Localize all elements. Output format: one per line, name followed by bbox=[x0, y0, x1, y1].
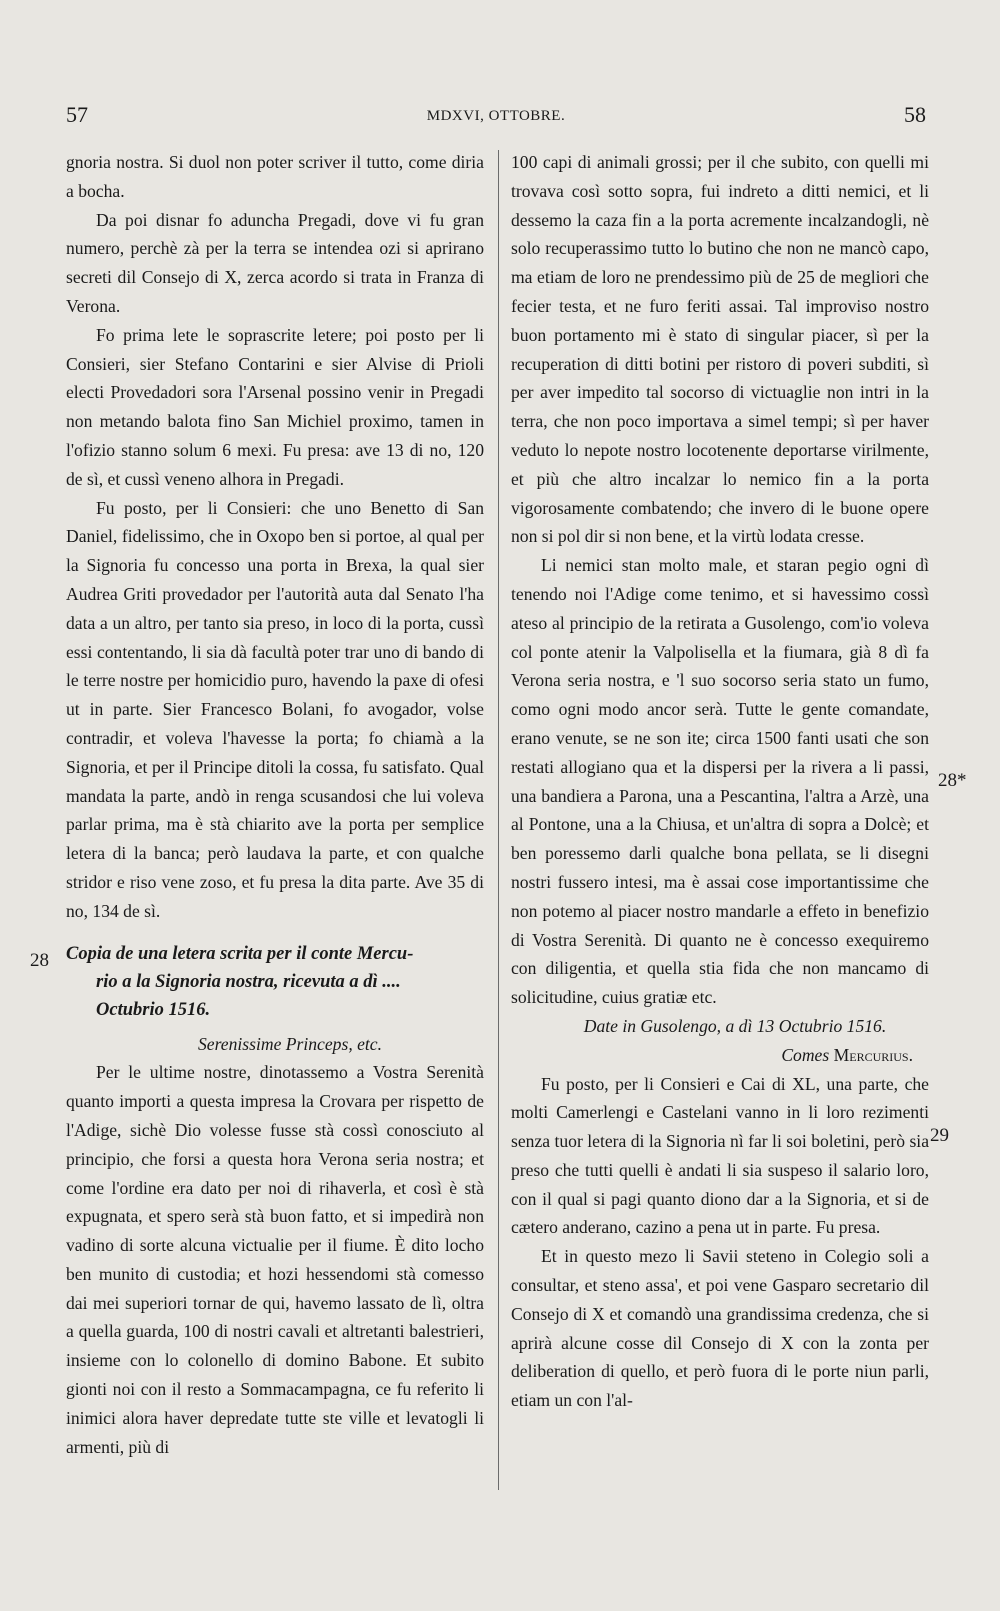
paragraph: Li nemici stan molto male, et staran pegio ogni dì tenendo noi l'Adige come tenimo, et si havessimo cossì ateso al principio de la retirata a Gusolengo, com'io voleva col ponte atenir la Valpolisella et la fiumara, già 8 dì fa Verona seria nostra, e 'l suo socorso seria stato un fumo, como ogni modo ancor serà. Tutte le gente comandate, erano venute, se ne son ite; circa 1500 fanti usati che son restati allogiano qua et la dispersi per la rivera a li passi, una bandiera a Parona, una a Pescantina, l'altra a Arzè, una al Pontone, una a la Chiusa, et un'altra di sopra a Dolcè; et ben poressemo darli qualche bona pellata, se li disegni nostri fussero intesi, ma è assai cose importantissime che non potemo al piacer nostro mandarle a effeto in benefizio di Vostra Serenità. Di quanto ne è concesso exequiremo con diligentia, et quella stia fida che non mancamo di solicitudine, cuius gratiæ etc. bbox=[511, 555, 929, 1008]
signature-name: Mercurius. bbox=[833, 1044, 913, 1065]
right-column bbox=[511, 148, 929, 1415]
signature-title: Comes bbox=[781, 1044, 834, 1065]
heading-line: rio a la Signoria nostra, ricevuta a dì .... bbox=[96, 971, 401, 992]
left-page-number: 57 bbox=[66, 102, 88, 127]
heading-line: Copia de una letera scrita per il conte Mercu- bbox=[66, 943, 414, 964]
paragraph: Da poi disnar fo aduncha Pregadi, dove vi fu gran numero, perchè zà per la terra se intendea ozi si aprirano secreti dil Consejo di X, zerca acordo si trata in Franza di Verona. bbox=[66, 209, 484, 316]
right-page-number: 58 bbox=[904, 102, 926, 127]
left-column bbox=[66, 148, 484, 1461]
paragraph: Per le ultime nostre, dinotassemo a Vostra Serenità quanto importi a questa impresa la Crovara per rispetto de l'Adige, sichè Dio volesse fusse stà cossì conosciuto al principio, che forsi a questa hora Verona seria nostra; et come l'ordine era dato per noi di rihaverla, et così è stà expugnata, et spero serà stà buon fatto, et si impedirà non vadino di sorte alcuna victualie per il fiume. È dito locho ben munito di custodia; et hozi hessendomi stà comesso dai mei superiori tornar de qui, havemo lassato de lì, oltra a quella guarda, 100 di nostri cavali et altretanti balestrieri, insieme con lo colonello di domino Babone. Et subito gionti noi con il resto a Sommacampagna, ce fu referito li inimici alora haver depredate tutte ste ville et levatogli li armenti, più di bbox=[66, 1062, 484, 1457]
paragraph: Fo prima lete le soprascrite letere; poi posto per li Consieri, sier Stefano Contarini e sier Alvise di Prioli electi Provedadori sora l'Arsenal possino venir in Pregadi non metando balota fino San Michiel proximo, tamen in l'ofizio stanno solum 6 mexi. Fu presa: ave 13 di no, 120 de sì, et cussì veneno alhora in Pregadi. bbox=[66, 324, 484, 489]
letter-heading bbox=[66, 940, 484, 1024]
paragraph: gnoria nostra. Si duol non poter scriver il tutto, come diria a bocha. bbox=[66, 152, 484, 201]
letter-date: Date in Gusolengo, a dì 13 Octubrio 1516. bbox=[583, 1015, 887, 1036]
margin-number: 29 bbox=[930, 1125, 949, 1146]
column-divider bbox=[498, 150, 499, 1490]
margin-number: 28 bbox=[30, 950, 49, 971]
paragraph: Fu posto, per li Consieri e Cai di XL, una parte, che molti Camerlengi e Castelani vanno in li loro rezimenti senza tuor letera di la Signoria nì far li soi boletini, però sia preso che tutti quelli è andati li sia suspeso il salario loro, con il qual si pagi quanto diono dar a la Signoria, et si de cætero anderano, cazino a pena ut in parte. Fu presa. bbox=[511, 1073, 929, 1238]
page-header bbox=[66, 102, 926, 132]
paragraph: Et in questo mezo li Savii steteno in Colegio soli a consultar, et steno assa', et poi vene Gasparo secretario dil Consejo di X et comandò una grandissima credenza, che si aprirà alcune cosse dil Consejo di X con la zonta per deliberation di quello, et però fuora di le porte niun parli, etiam un con l'al- bbox=[511, 1246, 929, 1411]
running-title: MDXVI, OTTOBRE. bbox=[426, 108, 566, 124]
margin-number: 28* bbox=[938, 770, 967, 791]
letter-signature bbox=[511, 1041, 929, 1070]
heading-line: Octubrio 1516. bbox=[96, 999, 211, 1020]
paragraph: Fu posto, per li Consieri: che uno Benetto di San Daniel, fidelissimo, che in Oxopo ben si portoe, al qual per la Signoria fu concesso una porta in Brexa, la qual sier Audrea Griti provedador per l'autorità auta dal Senato l'ha data a un altro, per tanto sia preso, in loco di la porta, cussì essi contentando, li sia dà facultà poter trar uno di bando di le terre nostre per homicidio puro, havendo la paxe di ofesi ut in parte. Sier Francesco Bolani, fo avogador, volse contradir, et voleva l'havesse la porta; fo chiamà a la Signoria, et per il Principe ditoli la cossa, fu satisfato. Qual mandata la parte, andò in renga scusandosi che lui voleva parlar prima, ma è stà chiarito ave la porta per semplice letera di la banca; però laudava la parte, et con qualche stridor e riso vene zoso, et fu presa la dita parte. Ave 35 di no, 134 de sì. bbox=[66, 497, 484, 921]
paragraph: 100 capi di animali grossi; per il che subito, con quelli mi trovava così sotto sopra, fui indreto a ditti nemici, et li dessemo la caza fin a la porta acremente incalzandogli, nè solo recuperassimo tutto lo butino che non ne mancò capo, ma etiam de loro ne prendessimo più de 25 de megliori che fecier testa, et ne furo feriti assai. Tal improviso nostro buon portamento mi è stato di singular piacer, sì per la recuperation di ditti botini per ristoro di poveri subditi, sì per aver impedito tal socorso di victuaglie non intri in la terra, che non poco importava a simel tempi; sì per haver veduto lo nepote nostro locotenente deportarse virilmente, et più che altro incalzar lo nemico fin a la porta vigorosamente combatendo; che invero di le buone opere non si pol dir si non bene, et la virtù lodata cresse. bbox=[511, 152, 929, 547]
salutation: Serenissime Princeps, etc. bbox=[197, 1033, 383, 1054]
